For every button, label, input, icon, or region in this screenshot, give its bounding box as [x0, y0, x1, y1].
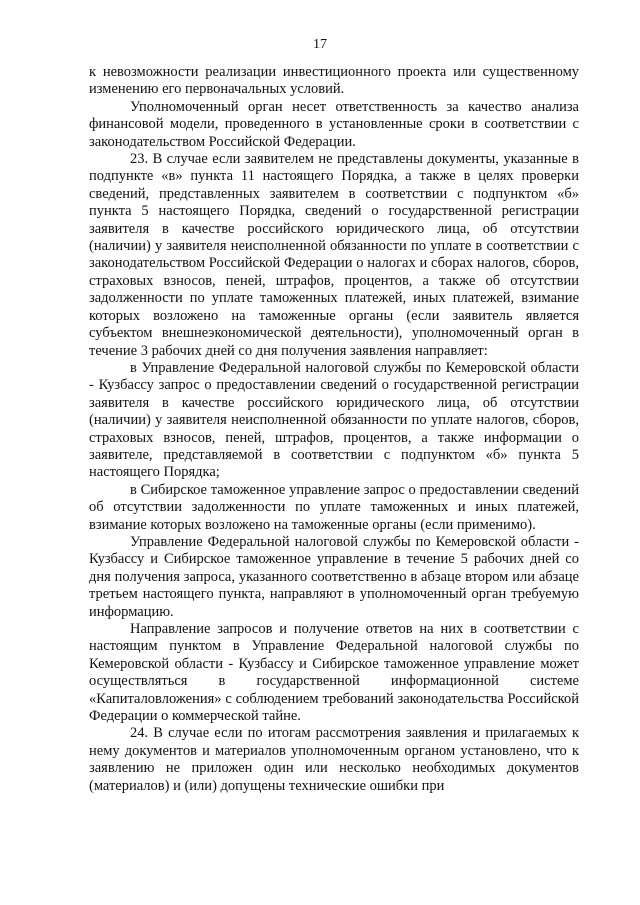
paragraph-responsibility: Уполномоченный орган несет ответственность за качество анализа финансовой модели, проведенного в установленные сроки в соответствии с законодательством Российской Федерации. — [89, 98, 579, 150]
paragraph-item-23: 23. В случае если заявителем не представлены документы, указанные в подпункте «в» пункта 11 настоящего Порядка, а также в целях проверки сведений, представленных заявителем в соответствии с подпунктом «б» пункта 5 настоящего Порядка, сведений о государственной регистрации заявителя в качестве российского юридического лица, об отсутствии (наличии) у заявителя неисполненной обязанности по уплате в соответствии с законодательством Российской Федерации о налогах и сборах налогов, сборов, страховых взносов, пеней, штрафов, процентов, а также об отсутствии задолженности по уплате таможенных платежей, иных платежей, взимание которых возложено на таможенные органы (если заявитель является субъектом внешнеэкономической деятельности), уполномоченный орган в течение 3 рабочих дней со дня получения заявления направляет: — [89, 151, 579, 359]
paragraph-tax-service-request: в Управление Федеральной налоговой службы по Кемеровской области - Кузбассу запрос о предоставлении сведений о государственной регистрации заявителя в качестве российского юридического лица, об отсутствии (наличии) у заявителя неисполненной обязанности по уплате налогов, сборов, страховых взносов, пеней, штрафов, процентов, а также информации о заявителе, представляемой в соответствии с подпунктом «б» пункта 5 настоящего Порядка; — [89, 359, 579, 481]
page-number: 17 — [313, 37, 327, 52]
paragraph-continuation: к невозможности реализации инвестиционного проекта или существенному изменению его первоначальных условий. — [89, 64, 579, 98]
paragraph-response-deadline: Управление Федеральной налоговой службы по Кемеровской области - Кузбассу и Сибирское таможенное управление в течение 5 рабочих дней со дня получения запроса, указанного соответственно в абзаце втором или абзаце третьем настоящего пункта, направляют в уполномоченный орган требуемую информацию. — [89, 533, 579, 620]
paragraph-item-24: 24. В случае если по итогам рассмотрения заявления и прилагаемых к нему документов и материалов уполномоченным органом установлено, что к заявлению не приложен один или несколько необходимых документов (материалов) и (или) допущены технические ошибки при — [89, 725, 579, 794]
document-body — [89, 64, 579, 795]
paragraph-customs-request: в Сибирское таможенное управление запрос о предоставлении сведений об отсутствии задолженности по уплате таможенных и иных платежей, взимание которых возложено на таможенные органы (если применимо). — [89, 481, 579, 533]
paragraph-information-system: Направление запросов и получение ответов на них в соответствии с настоящим пунктом в Управление Федеральной налоговой службы по Кемеровской области - Кузбассу и Сибирское таможенное управление может осуществляться в государственной информационной системе «Капиталовложения» с соблюдением требований законодательства Российской Федерации о коммерческой тайне. — [89, 621, 579, 725]
